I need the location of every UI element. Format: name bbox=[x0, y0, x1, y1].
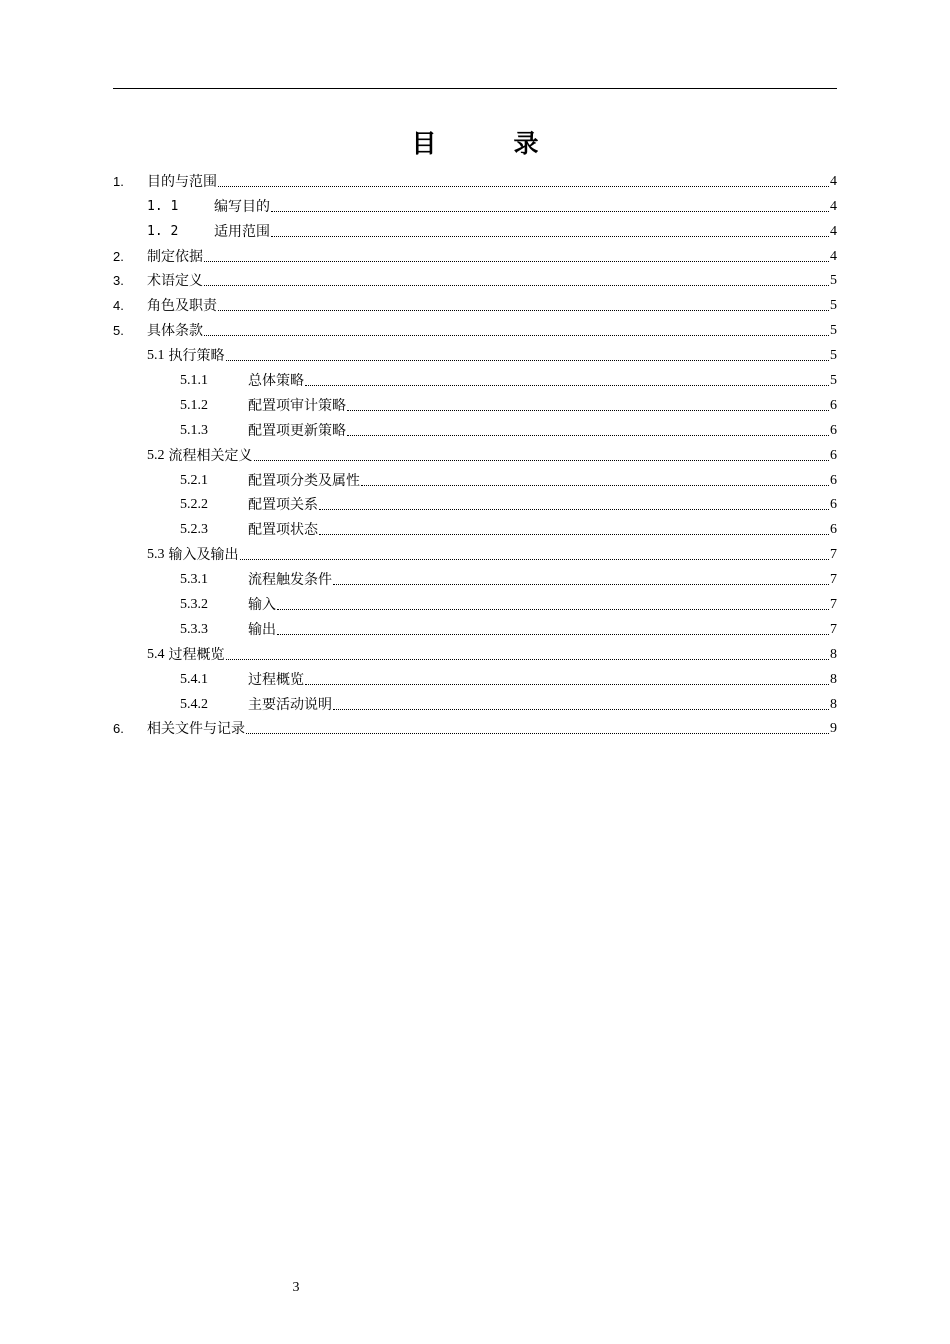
toc-entry-page: 7 bbox=[830, 572, 837, 588]
page-number: 3 bbox=[292, 1280, 300, 1295]
toc-entry-page: 4 bbox=[830, 223, 837, 239]
toc-entry[interactable] bbox=[113, 493, 837, 518]
toc-entry-number: 5.1.3 bbox=[180, 422, 208, 438]
toc-entry[interactable] bbox=[113, 443, 837, 468]
toc-entry-number: 5.1.1 bbox=[180, 373, 208, 389]
toc-dot-leader bbox=[240, 558, 830, 560]
toc-entry[interactable] bbox=[113, 667, 837, 692]
toc-entry-label: 配置项状态 bbox=[248, 522, 318, 539]
toc-entry[interactable] bbox=[113, 418, 837, 443]
table-of-contents bbox=[113, 169, 837, 741]
toc-dot-leader bbox=[271, 210, 829, 212]
toc-entry[interactable] bbox=[113, 169, 837, 194]
toc-entry-label: 术语定义 bbox=[147, 273, 203, 290]
toc-title: 目 录 bbox=[411, 129, 565, 158]
toc-dot-leader bbox=[226, 658, 830, 660]
toc-entry-page: 6 bbox=[830, 447, 837, 463]
toc-entry[interactable] bbox=[113, 642, 837, 667]
toc-entry-number: 5.3.3 bbox=[180, 621, 208, 637]
toc-entry[interactable] bbox=[113, 567, 837, 592]
toc-entry-page: 6 bbox=[830, 422, 837, 438]
toc-dot-leader bbox=[271, 235, 829, 237]
toc-entry[interactable] bbox=[113, 244, 837, 269]
toc-entry[interactable] bbox=[113, 318, 837, 343]
toc-entry-number: 5.4.2 bbox=[180, 696, 208, 712]
toc-entry-number: 6. bbox=[113, 721, 124, 737]
toc-entry-page: 4 bbox=[830, 248, 837, 264]
toc-entry-page: 4 bbox=[830, 173, 837, 189]
toc-entry[interactable] bbox=[113, 194, 837, 219]
toc-entry-label: 输出 bbox=[248, 621, 276, 638]
toc-entry-number: 5.4.1 bbox=[180, 671, 208, 687]
toc-entry-number: 5.2 bbox=[147, 447, 165, 463]
toc-dot-leader bbox=[347, 409, 829, 411]
toc-entry-label: 输入 bbox=[248, 597, 276, 614]
toc-entry[interactable] bbox=[113, 343, 837, 368]
toc-entry-number: 5.4 bbox=[147, 646, 165, 662]
toc-entry[interactable] bbox=[113, 592, 837, 617]
toc-entry-page: 5 bbox=[830, 323, 837, 339]
toc-entry-label: 适用范围 bbox=[214, 223, 270, 240]
toc-entry-label: 输入及输出 bbox=[168, 547, 239, 564]
toc-dot-leader bbox=[218, 185, 829, 187]
toc-entry-page: 8 bbox=[830, 671, 837, 687]
toc-entry[interactable] bbox=[113, 617, 837, 642]
toc-entry-label: 流程触发条件 bbox=[248, 572, 332, 589]
toc-entry-label: 角色及职责 bbox=[147, 298, 217, 315]
toc-entry-page: 5 bbox=[830, 373, 837, 389]
toc-entry-number: 5.3.1 bbox=[180, 572, 208, 588]
toc-dot-leader bbox=[204, 260, 829, 262]
toc-entry-page: 8 bbox=[830, 646, 837, 662]
toc-entry-number: 5.1.2 bbox=[180, 397, 208, 413]
toc-dot-leader bbox=[347, 434, 829, 436]
toc-entry[interactable] bbox=[113, 219, 837, 244]
toc-entry-number: 2. bbox=[113, 248, 124, 264]
toc-entry-page: 6 bbox=[830, 522, 837, 538]
toc-dot-leader bbox=[254, 459, 830, 461]
toc-entry-number: 1. bbox=[113, 173, 124, 189]
toc-dot-leader bbox=[305, 384, 829, 386]
toc-dot-leader bbox=[333, 708, 829, 710]
toc-dot-leader bbox=[361, 484, 829, 486]
toc-entry[interactable] bbox=[113, 293, 837, 318]
toc-dot-leader bbox=[204, 284, 829, 286]
toc-entry-label: 过程概览 bbox=[168, 646, 225, 663]
toc-entry-page: 6 bbox=[830, 497, 837, 513]
toc-entry-number: 3. bbox=[113, 273, 124, 289]
toc-entry-label: 具体条款 bbox=[147, 323, 203, 340]
toc-entry-page: 7 bbox=[830, 597, 837, 613]
toc-entry-number: 5.1 bbox=[147, 348, 165, 364]
toc-entry-label: 主要活动说明 bbox=[248, 696, 332, 713]
toc-entry-label: 配置项审计策略 bbox=[248, 397, 346, 414]
toc-dot-leader bbox=[319, 508, 829, 510]
toc-entry[interactable] bbox=[113, 368, 837, 393]
toc-entry-page: 7 bbox=[830, 547, 837, 563]
toc-entry-page: 9 bbox=[830, 721, 837, 737]
toc-entry-number: 1. 1 bbox=[147, 198, 179, 214]
toc-entry-label: 配置项关系 bbox=[248, 497, 318, 514]
toc-entry-label: 配置项分类及属性 bbox=[248, 472, 360, 489]
toc-dot-leader bbox=[246, 732, 829, 734]
toc-entry-label: 配置项更新策略 bbox=[248, 422, 346, 439]
toc-entry-number: 5. bbox=[113, 323, 124, 339]
toc-entry[interactable] bbox=[113, 517, 837, 542]
toc-entry-label: 编写目的 bbox=[214, 198, 270, 215]
toc-dot-leader bbox=[226, 359, 830, 361]
toc-entry[interactable] bbox=[113, 393, 837, 418]
toc-entry-page: 6 bbox=[830, 472, 837, 488]
toc-entry-label: 相关文件与记录 bbox=[147, 721, 245, 738]
toc-entry-label: 执行策略 bbox=[168, 348, 225, 365]
toc-entry-page: 4 bbox=[830, 198, 837, 214]
toc-dot-leader bbox=[204, 334, 829, 336]
toc-dot-leader bbox=[319, 533, 829, 535]
toc-entry-page: 5 bbox=[830, 273, 837, 289]
toc-dot-leader bbox=[305, 683, 829, 685]
toc-entry-number: 5.3.2 bbox=[180, 597, 208, 613]
toc-entry[interactable] bbox=[113, 269, 837, 294]
toc-entry-number: 4. bbox=[113, 298, 124, 314]
toc-entry[interactable] bbox=[113, 468, 837, 493]
toc-dot-leader bbox=[333, 583, 829, 585]
toc-entry-page: 8 bbox=[830, 696, 837, 712]
toc-entry-label: 制定依据 bbox=[147, 248, 203, 265]
toc-entry-label: 过程概览 bbox=[248, 671, 304, 688]
toc-dot-leader bbox=[218, 309, 829, 311]
toc-entry-page: 5 bbox=[830, 348, 837, 364]
toc-entry-number: 5.3 bbox=[147, 547, 165, 563]
toc-entry-label: 流程相关定义 bbox=[168, 447, 253, 464]
toc-entry[interactable] bbox=[113, 717, 837, 742]
header-rule bbox=[113, 88, 837, 89]
toc-entry-number: 1. 2 bbox=[147, 223, 179, 239]
toc-dot-leader bbox=[277, 608, 829, 610]
toc-dot-leader bbox=[277, 633, 829, 635]
toc-entry-number: 5.2.3 bbox=[180, 522, 208, 538]
toc-entry-page: 6 bbox=[830, 397, 837, 413]
toc-entry[interactable] bbox=[113, 542, 837, 567]
toc-entry-page: 5 bbox=[830, 298, 837, 314]
toc-entry-page: 7 bbox=[830, 621, 837, 637]
toc-entry-number: 5.2.1 bbox=[180, 472, 208, 488]
toc-entry-label: 总体策略 bbox=[248, 373, 304, 390]
toc-entry-label: 目的与范围 bbox=[147, 173, 217, 190]
toc-entry[interactable] bbox=[113, 692, 837, 717]
toc-entry-number: 5.2.2 bbox=[180, 497, 208, 513]
